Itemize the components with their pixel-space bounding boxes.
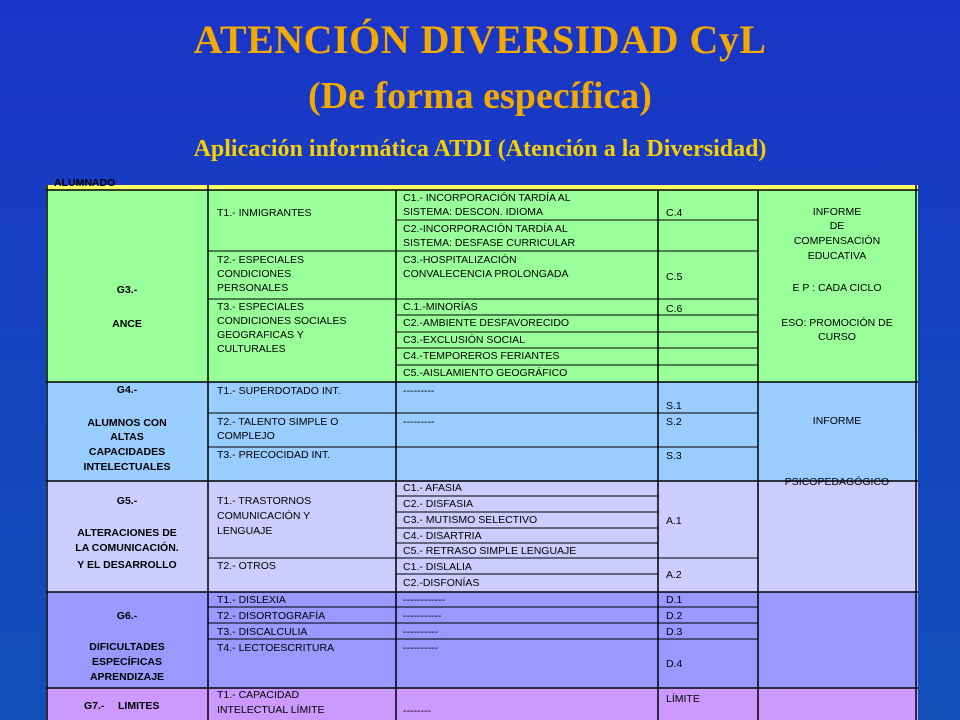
g4-name-l1: ALUMNOS CON <box>87 417 167 429</box>
g5-o1: C1.- DISLALIA <box>403 561 472 573</box>
g6-t3: T3.- DISCALCULIA <box>217 626 308 638</box>
g4-bg <box>46 382 918 481</box>
g3-t3-l2: CONDICIONES SOCIALES <box>217 315 347 327</box>
g7-t1-l1: T1.- CAPACIDAD <box>217 689 300 701</box>
title-line-1: ATENCIÓN DIVERSIDAD CyL <box>193 17 767 62</box>
g3-c1-l1: C1.- INCORPORACIÓN TARDÍA AL <box>403 192 571 204</box>
g7-dash: -------- <box>403 705 431 717</box>
g3-code-c6: C.6 <box>666 303 683 315</box>
g3-code-c5: C.5 <box>666 271 683 283</box>
g5-name-l3: Y EL DESARROLLO <box>77 559 177 571</box>
g3-c2-l2: SISTEMA: DESFASE CURRICULAR <box>403 237 576 249</box>
g6-name-l1: DIFICULTADES <box>89 641 165 653</box>
g6-t4: T4.- LECTOESCRITURA <box>217 642 335 654</box>
g5-t1-l1: T1.- TRASTORNOS <box>217 495 312 507</box>
g3-informe-l1: INFORME <box>812 206 862 218</box>
g3-name: ANCE <box>112 318 142 330</box>
g3-t2-l3: PERSONALES <box>217 282 289 294</box>
g4-t2-l2: COMPLEJO <box>217 430 275 442</box>
g3-m3: C3.-EXCLUSIÓN SOCIAL <box>403 334 525 346</box>
title-line-2: (De forma específica) <box>308 75 652 117</box>
g6-group: G6.- <box>116 610 138 622</box>
g6-dash-2: ----------- <box>403 610 442 622</box>
g6-t2: T2.- DISORTOGRAFÍA <box>217 610 326 622</box>
g5-c5: C5.- RETRASO SIMPLE LENGUAJE <box>403 545 577 557</box>
g3-m5: C5.-AISLAMIENTO GEOGRÁFICO <box>403 367 568 379</box>
g6-name-l2: ESPECÍFICAS <box>91 656 163 668</box>
g7-bg <box>46 688 918 720</box>
g3-ep: E P : CADA CICLO <box>792 282 882 294</box>
g3-informe-l4: EDUCATIVA <box>807 250 867 262</box>
g5-group: G5.- <box>116 495 138 507</box>
subtitle: Aplicación informática ATDI (Atención a la Diversidad) <box>193 136 767 162</box>
g3-eso-l2: CURSO <box>818 331 856 343</box>
header-cutoff: ALUMNADO <box>54 177 116 189</box>
diversity-table <box>46 177 918 720</box>
g4-name-l2: ALTAS <box>110 431 144 443</box>
g3-m4: C4.-TEMPOREROS FERIANTES <box>403 350 560 362</box>
g5-t2: T2.- OTROS <box>217 560 276 572</box>
g5-o2: C2.-DISFONÍAS <box>403 577 480 589</box>
g6-bg <box>46 592 918 688</box>
g6-code-d4: D.4 <box>666 658 683 670</box>
g4-t1: T1.- SUPERDOTADO INT. <box>217 385 341 397</box>
g4-code-s3: S.3 <box>666 450 682 462</box>
psico-informe: INFORME <box>812 415 862 427</box>
g5-code-a2: A.2 <box>666 569 682 581</box>
g4-dash-2: --------- <box>403 416 435 428</box>
g5-c4: C4.- DISARTRIA <box>403 530 482 542</box>
g5-c2: C2.- DISFASIA <box>403 498 474 510</box>
g5-c3: C3.- MUTISMO SELECTIVO <box>403 514 538 526</box>
g6-name-l3: APRENDIZAJE <box>89 671 165 683</box>
g7-name: LIMITES <box>118 700 160 712</box>
g3-code-c4: C.4 <box>666 207 683 219</box>
g3-m2: C2.-AMBIENTE DESFAVORECIDO <box>403 317 570 329</box>
g4-dash-1: --------- <box>403 385 435 397</box>
g3-t1: T1.- INMIGRANTES <box>217 207 312 219</box>
g4-name-l4: INTELECTUALES <box>83 461 171 473</box>
g6-dash-1: ------------ <box>403 594 445 606</box>
g3-c2-l1: C2.-INCORPORACIÓN TARDÍA AL <box>403 223 568 235</box>
g6-code-d1: D.1 <box>666 594 683 606</box>
g5-code-a1: A.1 <box>666 515 682 527</box>
g7-t1-l2: INTELECTUAL LÍMITE <box>217 704 325 716</box>
g3-eso-l1: ESO: PROMOCIÓN DE <box>781 317 893 329</box>
g5-t1-l3: LENGUAJE <box>217 525 273 537</box>
g3-t3-l3: GEOGRAFICAS Y <box>217 329 304 341</box>
g3-t2-l2: CONDICIONES <box>217 268 292 280</box>
g3-c3-l2: CONVALECENCIA PROLONGADA <box>403 268 569 280</box>
g6-dash-4: ---------- <box>403 642 438 654</box>
g3-informe-l2: DE <box>829 220 845 232</box>
g3-m1: C.1.-MINORÍAS <box>403 301 478 313</box>
g7-code: LÍMITE <box>666 693 700 705</box>
g4-code-s1: S.1 <box>666 400 682 412</box>
psico-label: PSICOPEDAGÓGICO <box>784 476 890 488</box>
g7-group: G7.- <box>84 700 105 712</box>
g4-t3: T3.- PRECOCIDAD INT. <box>217 449 331 461</box>
g5-name-l1: ALTERACIONES DE <box>77 527 177 539</box>
g4-code-s2: S.2 <box>666 416 682 428</box>
g3-t3-l1: T3.- ESPECIALES <box>217 301 304 313</box>
g3-informe-l3: COMPENSACIÓN <box>793 235 881 247</box>
g3-c3-l1: C3.-HOSPITALIZACIÓN <box>403 254 517 266</box>
g6-t1: T1.- DISLEXIA <box>217 594 286 606</box>
g3-t2-l1: T2.- ESPECIALES <box>217 254 304 266</box>
g6-code-d3: D.3 <box>666 626 683 638</box>
g5-name-l2: LA COMUNICACIÓN. <box>75 542 179 554</box>
g4-group: G4.- <box>116 384 138 396</box>
g6-dash-3: ---------- <box>403 626 438 638</box>
g5-t1-l2: COMUNICACIÓN Y <box>217 510 311 522</box>
g3-c1-l2: SISTEMA: DESCON. IDIOMA <box>403 206 544 218</box>
g5-c1: C1.- AFASIA <box>403 482 462 494</box>
g4-name-l3: CAPACIDADES <box>88 446 166 458</box>
g6-code-d2: D.2 <box>666 610 683 622</box>
g5-bg <box>46 481 918 592</box>
g3-group: G3.- <box>116 284 138 296</box>
g3-t3-l4: CULTURALES <box>217 343 286 355</box>
g4-t2-l1: T2.- TALENTO SIMPLE O <box>217 416 339 428</box>
